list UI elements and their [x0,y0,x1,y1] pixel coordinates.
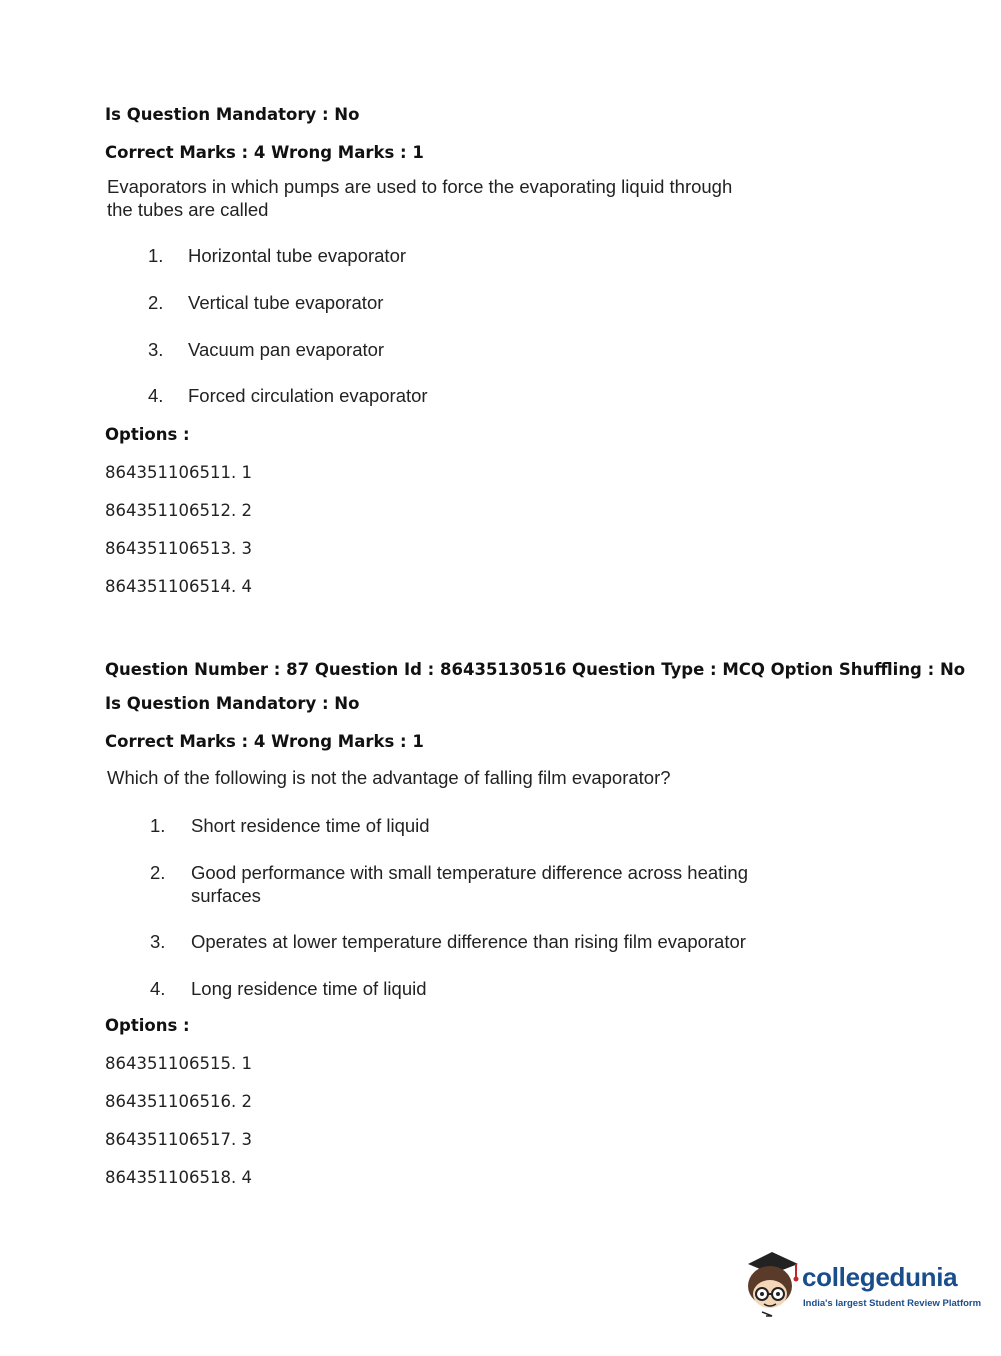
q2-options-label: Options : [105,1016,190,1035]
q1-stem-line1: Evaporators in which pumps are used to force the evaporating liquid through [107,176,733,197]
q2-choice-text: Good performance with small temperature difference across heating [191,862,748,883]
q2-choice-number: 4. [150,978,166,999]
q2-option-id: 864351106517. 3 [105,1130,252,1149]
q2-choice-text: Operates at lower temperature difference than rising film evaporator [191,931,746,952]
logo-tagline: India's largest Student Review Platform [803,1298,982,1309]
q1-choice-number: 4. [148,385,164,406]
q2-header: Question Number : 87 Question Id : 86435130516 Question Type : MCQ Option Shuffling : No [105,660,966,679]
q1-choice-text: Horizontal tube evaporator [188,245,407,266]
q1-choice-number: 1. [148,245,164,266]
q2-choice-text-cont: surfaces [191,885,261,906]
q1-choice-number: 2. [148,292,164,313]
q1-choice-text: Vertical tube evaporator [188,292,384,313]
q1-option-id: 864351106512. 2 [105,501,252,520]
q2-choice-text: Short residence time of liquid [191,815,430,836]
q1-marks: Correct Marks : 4 Wrong Marks : 1 [105,143,424,162]
q2-choice-number: 3. [150,931,166,952]
mascot-icon [740,1248,802,1318]
q2-choice-number: 1. [150,815,166,836]
q1-choice-number: 3. [148,339,164,360]
collegedunia-logo [740,1248,982,1318]
q1-option-id: 864351106511. 1 [105,463,252,482]
q1-stem [107,175,732,221]
q2-stem: Which of the following is not the advantage of falling film evaporator? [107,767,671,788]
q2-choice-number: 2. [150,862,166,883]
q1-option-id: 864351106514. 4 [105,577,252,596]
q2-option-id: 864351106516. 2 [105,1092,252,1111]
q2-choice-text: Long residence time of liquid [191,978,427,999]
q2-option-id: 864351106518. 4 [105,1168,252,1187]
q1-choice-text: Forced circulation evaporator [188,385,428,406]
q1-stem-line2: the tubes are called [107,199,269,220]
q1-option-id: 864351106513. 3 [105,539,252,558]
q1-mandatory: Is Question Mandatory : No [105,105,360,124]
q2-marks: Correct Marks : 4 Wrong Marks : 1 [105,732,424,751]
q1-options-label: Options : [105,425,190,444]
q2-mandatory: Is Question Mandatory : No [105,694,360,713]
q1-choice-text: Vacuum pan evaporator [188,339,385,360]
logo-brand: collegedunia [802,1262,958,1292]
q2-option-id: 864351106515. 1 [105,1054,252,1073]
